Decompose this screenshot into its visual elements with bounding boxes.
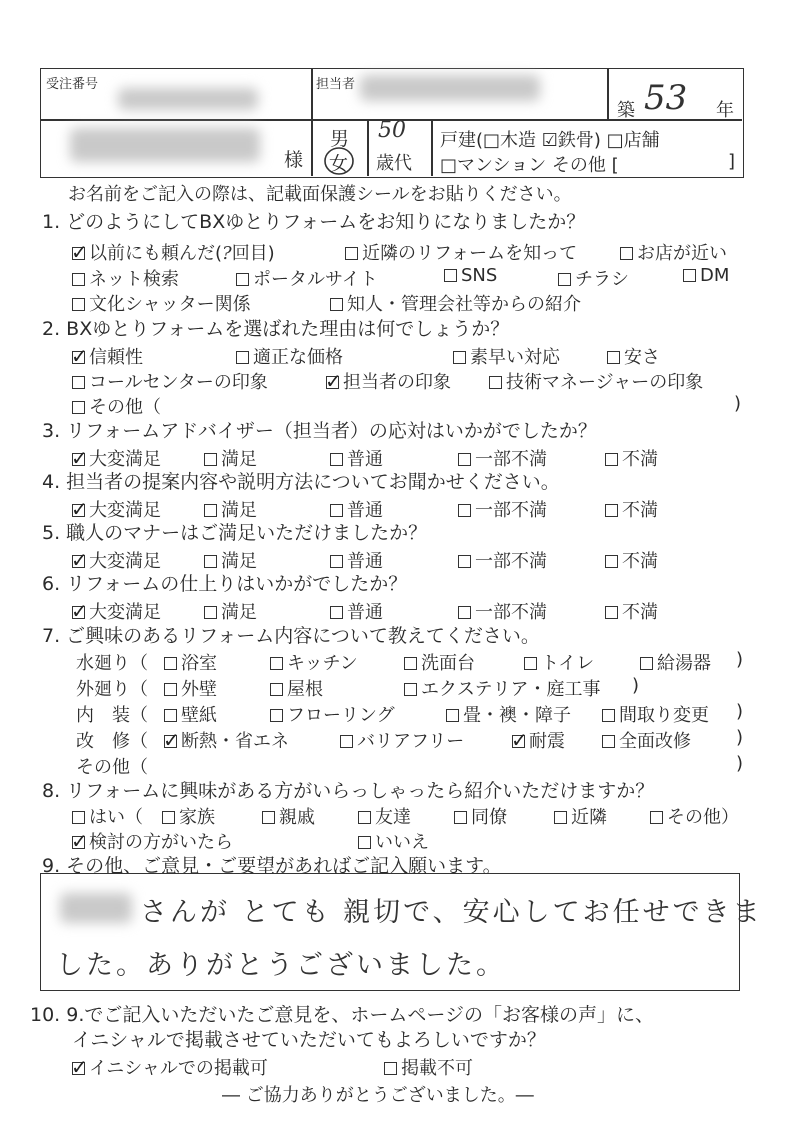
q9-comment-line2: した。ありがとうございました。 [56,950,506,981]
redacted-order-number [118,88,258,110]
age-label: 歳代 [376,153,412,174]
q5-opt-unsatisfied[interactable]: 不満 [605,547,658,573]
q6-opt-very-satisfied[interactable]: ✓ 大変満足 [71,599,161,623]
q1-opt-neighbor[interactable]: 近隣のリフォームを知って [345,239,577,265]
q6-opt-normal[interactable]: 普通 [330,598,383,624]
q3-opt-satisfied[interactable]: 満足 [204,445,257,471]
q7-mizu-bath[interactable]: 浴室 [164,649,217,675]
q8-opt-no[interactable]: いいえ [358,828,429,854]
q7-soto-wall[interactable]: 外壁 [164,675,217,701]
q4-opt-partly-unsatisfied[interactable]: 一部不満 [458,496,547,522]
q6-opt-partly-unsatisfied[interactable]: 一部不満 [458,598,547,624]
q1-opt-before[interactable]: ✓ 以前にも頼んだ(?回目) [71,240,275,264]
q8-opt-consider[interactable]: ✓ 検討の方がいたら [71,829,233,853]
q2-opt-callcenter[interactable]: コールセンターの印象 [72,368,268,394]
house-type-end: ] [728,151,736,172]
q3-opt-very-satisfied[interactable]: ✓ 大変満足 [71,446,161,470]
q7-nai-flooring[interactable]: フローリング [270,701,395,727]
order-number-label: 受注番号 [46,77,99,92]
q1-opt-net[interactable]: ネット検索 [72,265,179,291]
q7-mizu-close: ) [736,649,744,670]
q7-question: 7. ご興味のあるリフォーム内容について教えてください。 [42,625,540,647]
q9-comment-line1: さんが とても 親切で、安心してお任せできま [140,897,763,928]
q7-mizu-washbasin[interactable]: 洗面台 [404,649,475,675]
q2-question: 2. BXゆとりフォームを選ばれた理由は何でしょうか？ [42,318,510,340]
q8-opt-relatives[interactable]: 親戚 [262,803,315,829]
building-age-value: 53 [644,78,688,118]
chiku-label: 築 [617,100,635,121]
female-circle-mark [322,145,356,177]
q7-nai-tatami[interactable]: 畳・襖・障子 [446,701,571,727]
female-label: 女 [329,153,349,175]
closing-message: ― ご協力ありがとうございました。― [222,1085,534,1106]
q7-other-close: ) [736,753,744,774]
q4-opt-unsatisfied[interactable]: 不満 [605,496,658,522]
q1-question: 1. どのようにしてBXゆとりフォームをお知りになりましたか？ [42,211,586,233]
q7-mizu-kitchen[interactable]: キッチン [270,649,358,675]
q7-other-label: その他（ [76,757,148,778]
q5-opt-partly-unsatisfied[interactable]: 一部不満 [458,547,547,573]
q3-opt-partly-unsatisfied[interactable]: 一部不満 [458,445,547,471]
q5-opt-satisfied[interactable]: 満足 [204,547,257,573]
q10-opt-ng[interactable]: 掲載不可 [384,1054,473,1080]
redacted-staff-in-comment [60,893,132,923]
q7-kai-seismic[interactable]: ✓ 耐震 [511,728,565,752]
q2-opt-staff[interactable]: ✓ 担当者の印象 [325,369,451,393]
q8-opt-others[interactable]: その他） [650,803,739,829]
house-type-line2: □マンション その他 [ [440,155,619,176]
q10-opt-ok[interactable]: ✓ イニシャルでの掲載可 [71,1055,268,1079]
q7-nai-label: 内 装（ [76,705,148,726]
house-type-line1: 戸建(□木造 ☑鉄骨) □店舗 [440,130,660,151]
q7-kai-insulation[interactable]: ✓ 断熱・省エネ [163,728,289,752]
nen-label: 年 [716,100,734,121]
q1-opt-store-near[interactable]: お店が近い [620,239,727,265]
q2-opt-speed[interactable]: 素早い対応 [453,343,560,369]
q3-opt-normal[interactable]: 普通 [330,445,383,471]
q4-opt-satisfied[interactable]: 満足 [204,496,257,522]
q7-kai-full-renovation[interactable]: 全面改修 [602,727,691,753]
q1-opt-portal[interactable]: ポータルサイト [236,265,378,291]
q7-nai-layout[interactable]: 間取り変更 [602,701,709,727]
redacted-customer-name [70,128,260,162]
q7-mizu-label: 水廻り（ [76,653,148,674]
q2-opt-price[interactable]: 適正な価格 [236,343,343,369]
q2-other-close: ) [734,393,742,414]
q4-opt-normal[interactable]: 普通 [330,496,383,522]
q8-opt-friends[interactable]: 友達 [358,803,411,829]
q1-opt-bunka[interactable]: 文化シャッター関係 [72,290,251,316]
q7-soto-roof[interactable]: 屋根 [270,675,323,701]
q8-question: 8. リフォームに興味がある方がいらっしゃったら紹介いただけますか？ [42,780,655,802]
q7-kai-barrier-free[interactable]: バリアフリー [340,727,464,753]
q7-kai-close: ) [736,727,744,748]
male-label: 男 [330,128,350,150]
q8-opt-colleagues[interactable]: 同僚 [454,803,507,829]
q7-nai-wallpaper[interactable]: 壁紙 [164,701,217,727]
q2-opt-cheap[interactable]: 安さ [607,343,660,369]
q6-opt-satisfied[interactable]: 満足 [204,598,257,624]
q7-kai-label: 改 修（ [76,731,148,752]
q5-opt-very-satisfied[interactable]: ✓ 大変満足 [71,548,161,572]
redacted-staff-name [360,75,540,101]
intro-note: お名前をご記入の際は、記載面保護シールをお貼りください。 [68,184,572,205]
q8-opt-neighbors[interactable]: 近隣 [554,803,607,829]
q4-question: 4. 担当者の提案内容や説明方法についてお聞かせください。 [42,471,560,493]
q6-question: 6. リフォームの仕上りはいかがでしたか？ [42,573,408,595]
q10-question-line2: イニシャルで掲載させていただいてもよろしいですか？ [72,1029,546,1051]
q7-soto-close: ) [632,675,640,696]
q5-question: 5. 職人のマナーはご満足いただけましたか？ [42,522,428,544]
q7-mizu-toilet[interactable]: トイレ [524,649,594,675]
q10-question-line1: 10. 9.でご記入いただいたご意見を、ホームページの「お客様の声」に、 [30,1004,655,1026]
q4-opt-very-satisfied[interactable]: ✓ 大変満足 [71,497,161,521]
q7-soto-exterior[interactable]: エクステリア・庭工事 [404,675,600,701]
q3-opt-unsatisfied[interactable]: 不満 [605,445,658,471]
q2-opt-other[interactable]: その他（ [72,393,161,419]
q1-opt-sns[interactable]: SNS [444,265,497,286]
q7-mizu-water-heater[interactable]: 給湯器 [640,649,711,675]
q7-nai-close: ) [736,701,744,722]
q1-opt-flyer[interactable]: チラシ [558,265,629,291]
q6-opt-unsatisfied[interactable]: 不満 [605,598,658,624]
q7-soto-label: 外廻り（ [76,679,148,700]
q1-opt-dm[interactable]: DM [683,265,729,286]
staff-label: 担当者 [316,77,356,92]
age-value: 50 [378,118,406,143]
q9-question: 9. その他、ご意見・ご要望があればご記入願います。 [42,855,502,877]
q2-opt-trust[interactable]: ✓ 信頼性 [71,344,143,368]
q2-opt-tech[interactable]: 技術マネージャーの印象 [489,368,703,394]
sama-label: 様 [284,149,304,171]
q5-opt-normal[interactable]: 普通 [330,547,383,573]
q3-question: 3. リフォームアドバイザー（担当者）の応対はいかがでしたか？ [42,420,597,442]
q1-opt-referral[interactable]: 知人・管理会社等からの紹介 [330,290,581,316]
q8-opt-family[interactable]: 家族 [162,803,215,829]
q8-opt-yes[interactable]: はい（ [72,803,143,829]
